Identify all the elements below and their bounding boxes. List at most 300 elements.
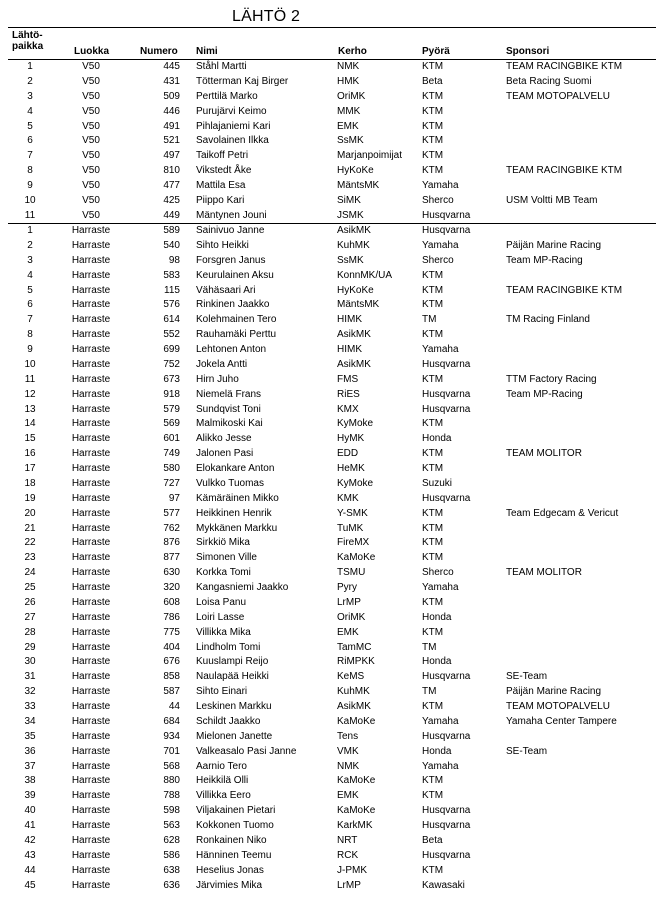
rider-name-cell: Vikstedt Åke bbox=[196, 165, 252, 177]
number-cell: 587 bbox=[163, 686, 180, 698]
bike-cell: KTM bbox=[422, 790, 444, 802]
club-cell: OriMK bbox=[337, 611, 366, 623]
table-row bbox=[0, 700, 658, 715]
bike-cell: Honda bbox=[422, 656, 452, 668]
number-cell: 580 bbox=[163, 463, 180, 474]
bike-cell: Husqvarna bbox=[422, 671, 471, 683]
number-cell: 608 bbox=[163, 596, 180, 608]
club-cell: KeMS bbox=[337, 671, 365, 683]
header-lahtopaikka-line1: Lähtö- bbox=[12, 30, 43, 41]
start-position: 8 bbox=[27, 165, 33, 177]
start-position: 6 bbox=[27, 299, 33, 311]
table-row bbox=[0, 715, 658, 730]
start-position: 34 bbox=[24, 715, 36, 727]
class-cell: Harraste bbox=[71, 225, 111, 236]
club-cell: HeMK bbox=[337, 463, 365, 474]
start-position: 26 bbox=[24, 596, 36, 608]
table-row bbox=[0, 596, 658, 611]
club-cell: AsikMK bbox=[337, 225, 371, 236]
table-row bbox=[0, 194, 658, 209]
table-row bbox=[0, 804, 658, 819]
class-cell: Harraste bbox=[71, 492, 111, 504]
rider-name-cell: Järvimies Mika bbox=[196, 879, 263, 891]
number-cell: 598 bbox=[163, 805, 180, 817]
number-cell: 563 bbox=[163, 820, 180, 831]
rider-name-cell: Simonen Ville bbox=[196, 552, 257, 564]
table-row bbox=[0, 774, 658, 789]
start-position: 40 bbox=[24, 805, 36, 817]
rider-name-cell: Kolehmainen Tero bbox=[196, 314, 277, 326]
start-position: 8 bbox=[27, 329, 33, 341]
table-row bbox=[0, 313, 658, 328]
class-cell: Harraste bbox=[71, 299, 111, 311]
header-nimi: Nimi bbox=[196, 46, 218, 57]
club-cell: TamMC bbox=[337, 641, 372, 653]
start-position: 15 bbox=[24, 433, 36, 445]
bike-cell: Husqvarna bbox=[422, 849, 471, 861]
number-cell: 880 bbox=[163, 775, 180, 787]
class-cell: V50 bbox=[82, 135, 100, 147]
number-cell: 576 bbox=[163, 299, 180, 311]
number-cell: 540 bbox=[163, 239, 180, 251]
rider-name-cell: Perttilä Marko bbox=[196, 90, 258, 102]
start-position: 17 bbox=[24, 463, 36, 474]
club-cell: Marjanpoimijat bbox=[337, 150, 403, 162]
bike-cell: Suzuki bbox=[422, 477, 453, 489]
start-position: 45 bbox=[24, 879, 36, 891]
header-lahtopaikka-line2: paikka bbox=[12, 41, 44, 52]
number-cell: 44 bbox=[168, 701, 180, 712]
table-row bbox=[0, 432, 658, 447]
rider-name-cell: Taikoff Petri bbox=[196, 150, 249, 162]
start-position: 4 bbox=[27, 269, 33, 281]
number-cell: 449 bbox=[163, 209, 180, 221]
sponsor-cell: Team Edgecam & Vericut bbox=[506, 507, 619, 519]
number-cell: 589 bbox=[163, 225, 180, 236]
number-cell: 552 bbox=[163, 329, 180, 341]
club-cell: KaMoKe bbox=[337, 805, 376, 817]
bike-cell: KTM bbox=[422, 522, 444, 534]
club-cell: EMK bbox=[337, 790, 359, 802]
class-cell: Harraste bbox=[71, 745, 111, 757]
rider-name-cell: Heikkilä Olli bbox=[196, 775, 249, 787]
class-cell: Harraste bbox=[71, 775, 111, 787]
club-cell: KyMoke bbox=[337, 418, 374, 430]
table-row bbox=[0, 566, 658, 581]
number-cell: 521 bbox=[163, 135, 180, 147]
rider-name-cell: Pihlajaniemi Kari bbox=[196, 120, 271, 132]
class-cell: Harraste bbox=[71, 611, 111, 623]
bike-cell: KTM bbox=[422, 90, 444, 102]
table-row bbox=[0, 120, 658, 135]
club-cell: KMX bbox=[337, 403, 359, 415]
number-cell: 425 bbox=[163, 194, 180, 206]
page-title: LÄHTÖ 2 bbox=[232, 8, 301, 25]
rider-name-cell: Villikka Eero bbox=[196, 790, 251, 802]
class-cell: Harraste bbox=[71, 373, 111, 385]
club-cell: Y-SMK bbox=[337, 507, 368, 519]
table-row bbox=[0, 789, 658, 804]
class-cell: Harraste bbox=[71, 239, 111, 251]
number-cell: 477 bbox=[163, 180, 180, 191]
table-row bbox=[0, 536, 658, 551]
class-cell: Harraste bbox=[71, 730, 111, 742]
table-row bbox=[0, 522, 658, 537]
class-cell: Harraste bbox=[71, 790, 111, 802]
number-cell: 586 bbox=[163, 849, 180, 861]
start-position: 44 bbox=[24, 864, 36, 876]
class-cell: Harraste bbox=[71, 641, 111, 653]
start-position: 1 bbox=[27, 225, 33, 236]
start-position: 2 bbox=[27, 75, 33, 87]
start-position: 18 bbox=[24, 477, 36, 489]
club-cell: MäntsMK bbox=[337, 180, 380, 191]
rider-name-cell: Viljakainen Pietari bbox=[196, 805, 276, 817]
club-cell: SsMK bbox=[337, 254, 364, 266]
rider-name-cell: Hirn Juho bbox=[196, 373, 239, 385]
rider-name-cell: Rinkinen Jaakko bbox=[196, 299, 270, 311]
club-cell: FMS bbox=[337, 373, 359, 385]
bike-cell: Honda bbox=[422, 611, 452, 623]
bike-cell: KTM bbox=[422, 596, 444, 608]
bike-cell: Honda bbox=[422, 433, 452, 445]
number-cell: 934 bbox=[163, 730, 180, 742]
rider-name-cell: Lindholm Tomi bbox=[196, 641, 261, 653]
class-cell: V50 bbox=[82, 180, 100, 191]
start-position: 9 bbox=[27, 344, 33, 355]
club-cell: AsikMK bbox=[337, 358, 371, 370]
table-row bbox=[0, 134, 658, 149]
rider-name-cell: Keurulainen Aksu bbox=[196, 269, 274, 281]
start-position: 3 bbox=[27, 90, 33, 102]
rider-name-cell: Alikko Jesse bbox=[196, 433, 252, 445]
rider-name-cell: Elokankare Anton bbox=[196, 463, 275, 474]
rider-name-cell: Kuuslampi Reijo bbox=[196, 656, 269, 668]
rider-name-cell: Tötterman Kaj Birger bbox=[196, 75, 289, 87]
start-position: 28 bbox=[24, 626, 36, 638]
class-cell: Harraste bbox=[71, 701, 111, 712]
club-cell: SsMK bbox=[337, 135, 364, 147]
table-row bbox=[0, 760, 658, 775]
bike-cell: KTM bbox=[422, 418, 444, 430]
bike-cell: Husqvarna bbox=[422, 492, 471, 504]
sponsor-cell: TEAM RACINGBIKE KTM bbox=[506, 61, 623, 72]
bike-cell: Husqvarna bbox=[422, 403, 471, 415]
bike-cell: Honda bbox=[422, 745, 452, 757]
class-cell: Harraste bbox=[71, 715, 111, 727]
club-cell: J-PMK bbox=[337, 864, 367, 876]
number-cell: 673 bbox=[163, 373, 180, 385]
number-cell: 788 bbox=[163, 790, 180, 802]
rider-name-cell: Schildt Jaakko bbox=[196, 715, 261, 727]
table-row bbox=[0, 417, 658, 432]
number-cell: 115 bbox=[164, 284, 180, 296]
start-position: 30 bbox=[24, 656, 36, 668]
club-cell: Tens bbox=[337, 730, 359, 742]
bike-cell: KTM bbox=[422, 552, 444, 564]
table-row bbox=[0, 730, 658, 745]
sponsor-cell: TEAM MOLITOR bbox=[506, 448, 582, 460]
start-position: 36 bbox=[24, 745, 36, 757]
class-cell: V50 bbox=[82, 120, 100, 132]
bike-cell: KTM bbox=[422, 864, 444, 876]
table-row bbox=[0, 864, 658, 879]
class-cell: Harraste bbox=[71, 433, 111, 445]
start-position: 23 bbox=[24, 552, 36, 564]
class-cell: Harraste bbox=[71, 448, 111, 460]
class-cell: V50 bbox=[82, 194, 100, 206]
start-position: 5 bbox=[27, 284, 33, 296]
club-cell: FireMX bbox=[337, 537, 370, 549]
bike-cell: KTM bbox=[422, 626, 444, 638]
number-cell: 638 bbox=[163, 864, 180, 876]
start-position: 6 bbox=[27, 135, 33, 147]
bike-cell: KTM bbox=[422, 448, 444, 460]
class-cell: Harraste bbox=[71, 552, 111, 564]
start-position: 14 bbox=[24, 418, 36, 430]
class-cell: V50 bbox=[82, 105, 100, 117]
start-position: 27 bbox=[24, 611, 36, 623]
number-cell: 431 bbox=[163, 75, 180, 87]
class-cell: Harraste bbox=[71, 314, 111, 326]
table-row bbox=[0, 239, 658, 254]
rider-name-cell: Sirkkiö Mika bbox=[196, 537, 250, 549]
sponsor-cell: TEAM MOTOPALVELU bbox=[506, 701, 610, 712]
start-position: 12 bbox=[24, 388, 36, 400]
start-position: 39 bbox=[24, 790, 36, 802]
start-position: 11 bbox=[24, 209, 36, 221]
table-row bbox=[0, 105, 658, 120]
table-row bbox=[0, 477, 658, 492]
table-row bbox=[0, 284, 658, 299]
table-row bbox=[0, 388, 658, 403]
number-cell: 877 bbox=[163, 552, 180, 564]
table-row bbox=[0, 403, 658, 418]
club-cell: TuMK bbox=[337, 522, 364, 534]
bike-cell: Husqvarna bbox=[422, 730, 471, 742]
number-cell: 752 bbox=[163, 358, 180, 370]
table-row bbox=[0, 685, 658, 700]
table-row bbox=[0, 209, 658, 224]
number-cell: 614 bbox=[163, 314, 180, 326]
club-cell: KuhMK bbox=[337, 239, 370, 251]
rider-name-cell: Jalonen Pasi bbox=[196, 448, 254, 460]
start-position: 10 bbox=[24, 358, 36, 370]
start-position: 25 bbox=[24, 582, 36, 593]
number-cell: 404 bbox=[163, 641, 180, 653]
bike-cell: Beta bbox=[422, 834, 443, 846]
sponsor-cell: SE-Team bbox=[506, 745, 548, 757]
rider-name-cell: Aarnio Tero bbox=[196, 760, 247, 772]
table-row bbox=[0, 551, 658, 566]
rider-name-cell: Forsgren Janus bbox=[196, 254, 266, 266]
class-cell: Harraste bbox=[71, 596, 111, 608]
sponsor-cell: Yamaha Center Tampere bbox=[506, 715, 617, 727]
rider-name-cell: Heikkinen Henrik bbox=[196, 507, 272, 519]
class-cell: Harraste bbox=[71, 418, 111, 430]
rider-name-cell: Valkeasalo Pasi Janne bbox=[196, 745, 297, 757]
table-row bbox=[0, 745, 658, 760]
number-cell: 446 bbox=[163, 105, 180, 117]
header-lahtopaikka bbox=[12, 30, 43, 52]
bike-cell: Sherco bbox=[422, 254, 454, 266]
bike-cell: Husqvarna bbox=[422, 209, 471, 221]
club-cell: KuhMK bbox=[337, 686, 370, 698]
sponsor-cell: Team MP-Racing bbox=[506, 254, 583, 266]
class-cell: Harraste bbox=[71, 849, 111, 861]
number-cell: 727 bbox=[163, 477, 180, 489]
club-cell: KonnMK/UA bbox=[337, 269, 393, 281]
bike-cell: TM bbox=[422, 686, 437, 698]
start-position: 11 bbox=[24, 373, 36, 385]
rider-name-cell: Sihto Heikki bbox=[196, 239, 249, 251]
start-position: 41 bbox=[24, 820, 36, 831]
club-cell: SiMK bbox=[337, 194, 361, 206]
class-cell: Harraste bbox=[71, 522, 111, 534]
bike-cell: Kawasaki bbox=[422, 879, 465, 891]
table-row bbox=[0, 60, 658, 75]
start-list-v50 bbox=[0, 60, 658, 224]
rider-name-cell: Ronkainen Niko bbox=[196, 834, 267, 846]
bike-cell: Yamaha bbox=[422, 344, 459, 355]
bike-cell: KTM bbox=[422, 537, 444, 549]
number-cell: 810 bbox=[163, 165, 180, 177]
sponsor-cell: TTM Factory Racing bbox=[506, 373, 597, 385]
table-row bbox=[0, 343, 658, 358]
rider-name-cell: Savolainen Ilkka bbox=[196, 135, 269, 147]
table-row bbox=[0, 298, 658, 313]
table-row bbox=[0, 358, 658, 373]
start-position: 42 bbox=[24, 834, 36, 846]
class-cell: Harraste bbox=[71, 284, 111, 296]
class-cell: Harraste bbox=[71, 626, 111, 638]
bike-cell: KTM bbox=[422, 701, 444, 712]
rider-name-cell: Mattila Esa bbox=[196, 180, 246, 191]
bike-cell: Sherco bbox=[422, 194, 454, 206]
class-cell: Harraste bbox=[71, 477, 111, 489]
bike-cell: KTM bbox=[422, 61, 444, 72]
start-position: 4 bbox=[27, 105, 33, 117]
class-cell: Harraste bbox=[71, 879, 111, 891]
number-cell: 320 bbox=[163, 582, 180, 593]
club-cell: TSMU bbox=[337, 567, 366, 579]
bike-cell: KTM bbox=[422, 269, 444, 281]
bike-cell: KTM bbox=[422, 120, 444, 132]
class-cell: Harraste bbox=[71, 582, 111, 593]
sponsor-cell: SE-Team bbox=[506, 671, 548, 683]
number-cell: 97 bbox=[168, 492, 180, 504]
class-cell: Harraste bbox=[71, 269, 111, 281]
number-cell: 628 bbox=[163, 834, 180, 846]
table-row bbox=[0, 224, 658, 239]
rider-name-cell: Mäntynen Jouni bbox=[196, 209, 267, 221]
table-row bbox=[0, 507, 658, 522]
club-cell: EMK bbox=[337, 626, 359, 638]
rider-name-cell: Kokkonen Tuomo bbox=[196, 820, 274, 831]
bike-cell: KTM bbox=[422, 299, 444, 311]
number-cell: 577 bbox=[163, 507, 180, 519]
header-numero: Numero bbox=[140, 46, 178, 57]
sponsor-cell: Päijän Marine Racing bbox=[506, 686, 602, 698]
class-cell: V50 bbox=[82, 209, 100, 221]
sponsor-cell: Team MP-Racing bbox=[506, 388, 583, 400]
club-cell: HIMK bbox=[337, 344, 362, 355]
start-position: 33 bbox=[24, 701, 36, 712]
class-cell: Harraste bbox=[71, 507, 111, 519]
rider-name-cell: Vähäsaari Ari bbox=[196, 284, 256, 296]
class-cell: V50 bbox=[82, 61, 100, 72]
table-row bbox=[0, 626, 658, 641]
club-cell: OriMK bbox=[337, 90, 366, 102]
start-position: 9 bbox=[27, 180, 33, 191]
start-position: 2 bbox=[27, 239, 33, 251]
start-list-harraste bbox=[0, 224, 658, 893]
rider-name-cell: Loisa Panu bbox=[196, 596, 247, 608]
number-cell: 762 bbox=[163, 522, 180, 534]
number-cell: 684 bbox=[163, 715, 180, 727]
rider-name-cell: Lehtonen Anton bbox=[196, 344, 267, 355]
start-position: 7 bbox=[27, 150, 33, 162]
sponsor-cell: TEAM MOLITOR bbox=[506, 567, 582, 579]
club-cell: AsikMK bbox=[337, 329, 371, 341]
start-position: 16 bbox=[24, 448, 36, 460]
table-row bbox=[0, 179, 658, 194]
table-row bbox=[0, 447, 658, 462]
club-cell: MäntsMK bbox=[337, 299, 380, 311]
class-cell: Harraste bbox=[71, 656, 111, 668]
start-position: 32 bbox=[24, 686, 36, 698]
number-cell: 699 bbox=[163, 344, 180, 355]
rider-name-cell: Niemelä Frans bbox=[196, 388, 262, 400]
club-cell: NMK bbox=[337, 760, 360, 772]
rider-name-cell: Sihto Einari bbox=[196, 686, 248, 698]
number-cell: 601 bbox=[163, 433, 180, 445]
bike-cell: KTM bbox=[422, 329, 444, 341]
class-cell: Harraste bbox=[71, 820, 111, 831]
rider-name-cell: Vulkko Tuomas bbox=[196, 477, 264, 489]
start-position: 43 bbox=[24, 849, 36, 861]
start-position: 37 bbox=[24, 760, 36, 772]
rider-name-cell: Kangasniemi Jaakko bbox=[196, 582, 289, 593]
rider-name-cell: Korkka Tomi bbox=[196, 567, 251, 579]
club-cell: AsikMK bbox=[337, 701, 371, 712]
start-position: 29 bbox=[24, 641, 36, 653]
table-row bbox=[0, 373, 658, 388]
class-cell: Harraste bbox=[71, 344, 111, 355]
header-pyora: Pyörä bbox=[422, 46, 450, 57]
class-cell: Harraste bbox=[71, 686, 111, 698]
bike-cell: KTM bbox=[422, 284, 444, 296]
bike-cell: Husqvarna bbox=[422, 388, 471, 400]
bike-cell: Yamaha bbox=[422, 715, 459, 727]
rider-name-cell: Sundqvist Toni bbox=[196, 403, 261, 415]
rider-name-cell: Hänninen Teemu bbox=[196, 849, 272, 861]
start-position: 31 bbox=[24, 671, 36, 683]
bike-cell: KTM bbox=[422, 150, 444, 162]
number-cell: 701 bbox=[163, 745, 180, 757]
rider-name-cell: Leskinen Markku bbox=[196, 701, 272, 712]
number-cell: 876 bbox=[163, 537, 180, 549]
club-cell: KyMoke bbox=[337, 477, 374, 489]
number-cell: 583 bbox=[163, 269, 180, 281]
club-cell: RiES bbox=[337, 388, 360, 400]
bike-cell: KTM bbox=[422, 135, 444, 147]
table-row bbox=[0, 670, 658, 685]
bike-cell: KTM bbox=[422, 105, 444, 117]
start-position: 22 bbox=[24, 537, 36, 549]
club-cell: RiMPKK bbox=[337, 656, 375, 668]
sponsor-cell: TEAM RACINGBIKE KTM bbox=[506, 284, 623, 296]
